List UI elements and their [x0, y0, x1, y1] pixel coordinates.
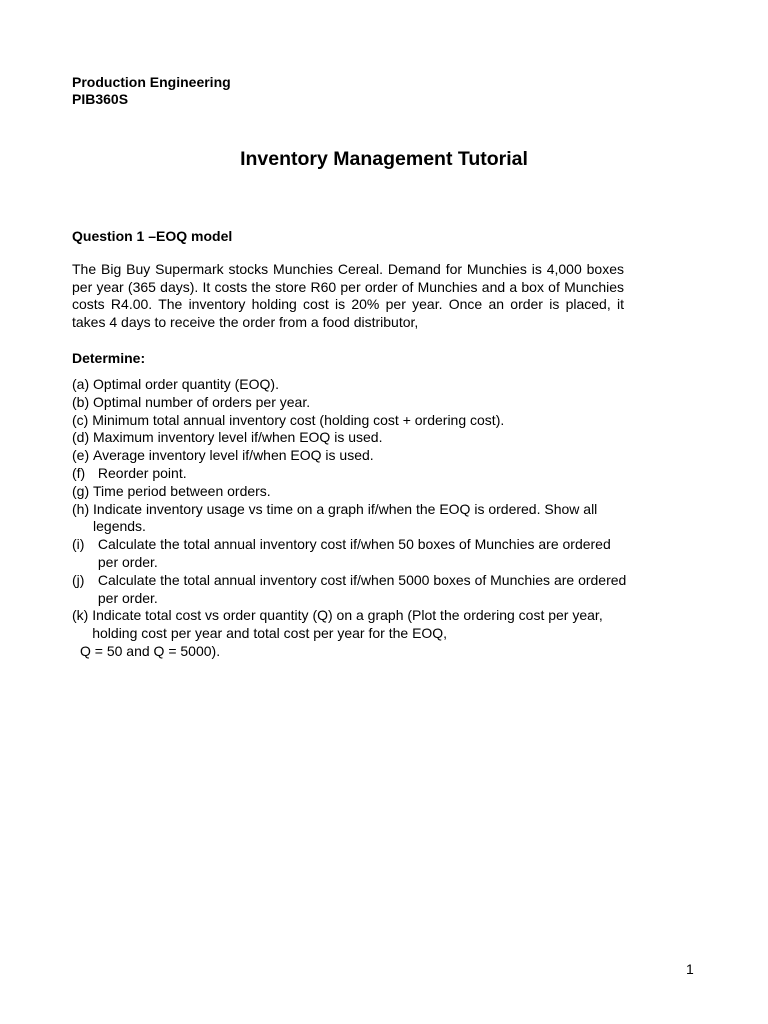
item-text: Indicate inventory usage vs time on a graph if/when the EOQ is ordered. Show all legends. [93, 500, 598, 535]
item-text: Calculate the total annual inventory cost if/when 5000 boxes of Munchies are ordered per order. [97, 571, 627, 606]
course-name: Production Engineering [72, 74, 231, 90]
item-label: (d) [72, 429, 90, 446]
item-text: Optimal number of orders per year. [93, 393, 311, 410]
item-label: (e) [72, 447, 90, 464]
list-item [72, 394, 632, 412]
question-intro: The Big Buy Supermark stocks Munchies Cereal. Demand for Munchies is 4,000 boxes per year (365 days). It costs the store R60 per order of Munchies and a box of Munchies costs R4.00. The inventory holding cost is 20% per year. Once an order is placed, it takes 4 days to receive the order from a food distributor, [72, 261, 624, 330]
list-item [72, 536, 632, 572]
item-label: (f) [72, 464, 86, 481]
item-text: Indicate total cost vs order quantity (Q) on a graph (Plot the ordering cost per year, holding cost per year and total cost per year for the EOQ, [92, 607, 603, 642]
item-text: Reorder point. [97, 464, 187, 481]
course-code: PIB360S [72, 91, 129, 107]
list-item [72, 572, 632, 608]
item-text: Maximum inventory level if/when EOQ is used. [93, 429, 383, 446]
item-label: (j) [72, 571, 85, 588]
item-text: Average inventory level if/when EOQ is used. [93, 447, 374, 464]
item-text: Minimum total annual inventory cost (holding cost + ordering cost). [92, 411, 505, 428]
item-text: Time period between orders. [93, 482, 271, 499]
item-text: Calculate the total annual inventory cost if/when 50 boxes of Munchies are ordered per order. [97, 536, 611, 570]
list-item [72, 501, 632, 537]
question-heading: Question 1 –EOQ model [72, 228, 233, 244]
task-list [72, 376, 632, 661]
item-label: (i) [72, 536, 85, 553]
list-item [72, 429, 632, 447]
list-item [72, 376, 632, 394]
item-label: (k) [72, 607, 89, 624]
course-header [72, 74, 231, 108]
item-label: (a) [72, 376, 90, 392]
determine-label: Determine: [72, 350, 146, 366]
item-k-continuation: Q = 50 and Q = 5000). [80, 642, 221, 659]
list-item [72, 412, 632, 430]
item-label: (b) [72, 393, 90, 410]
page-number: 1 [686, 961, 694, 977]
item-label: (g) [72, 482, 90, 499]
list-item [72, 447, 632, 465]
list-item [72, 465, 632, 483]
item-label: (c) [72, 411, 89, 428]
item-label: (h) [72, 500, 90, 517]
item-text: Optimal order quantity (EOQ). [93, 376, 279, 392]
list-item [72, 483, 632, 501]
list-item [72, 607, 632, 643]
document-title: Inventory Management Tutorial [240, 148, 528, 170]
